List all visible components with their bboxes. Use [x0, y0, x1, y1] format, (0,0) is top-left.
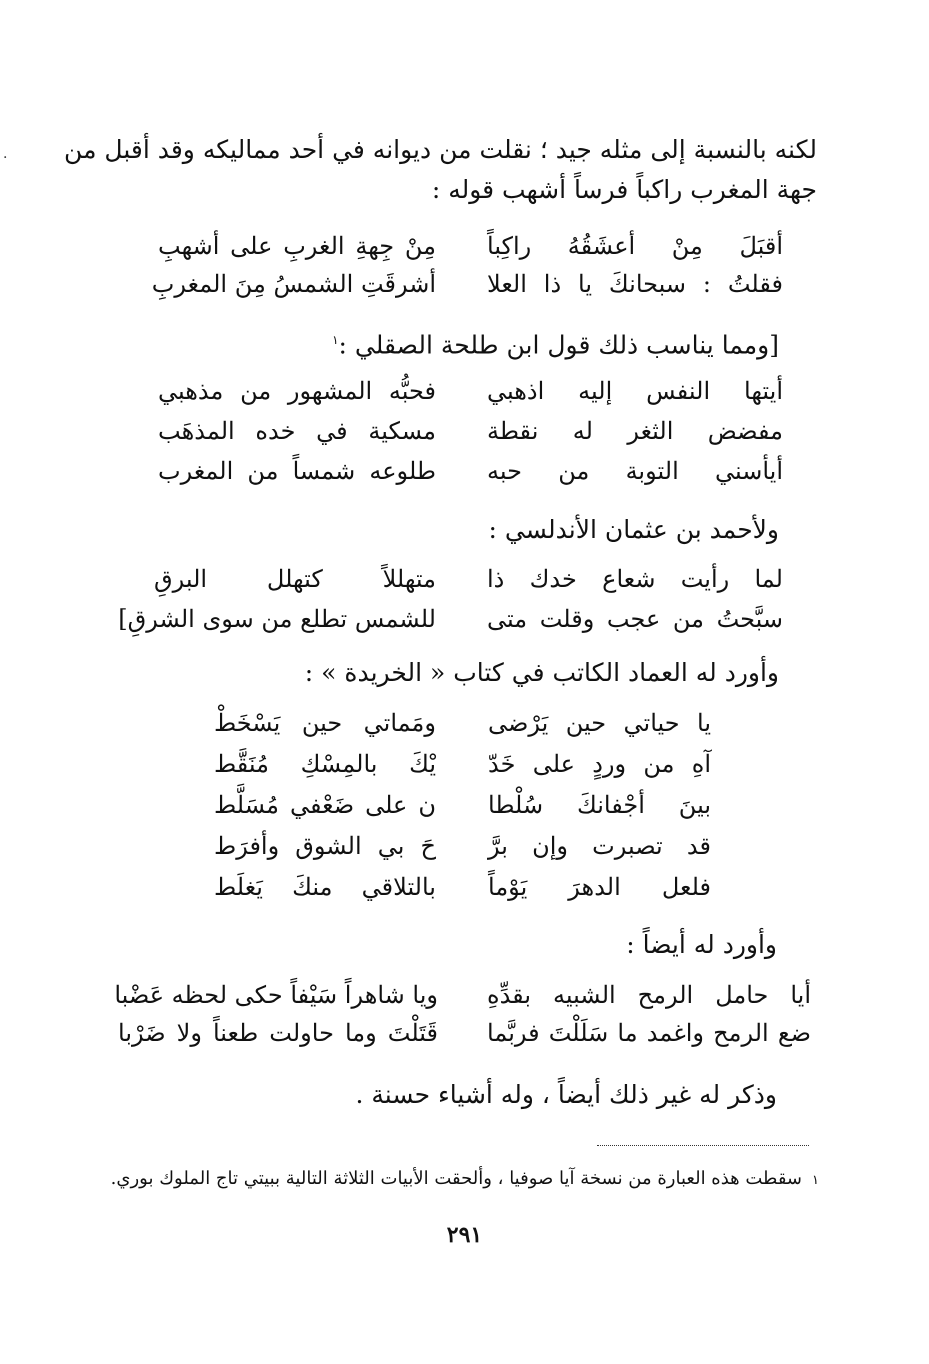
poem5-verse2-left: قَتَلْتَ وما حاولت طعناً ولا ضَرْبا	[118, 1019, 438, 1047]
poem1-verse2-right: فقلتُ : سبحانكَ يا ذا العلا	[487, 270, 783, 298]
poem1-verse1-left: مِنْ جِهةِ الغربِ على أشهبِ	[158, 232, 436, 260]
footnote-divider	[597, 1145, 809, 1146]
poem4-verse4-right: قد تصبرت وإن برَّ	[488, 832, 711, 860]
intro-ibn-talha	[332, 323, 779, 362]
poem4-verse3-right: بينَ أجْفانكَ سُلْطا	[488, 791, 711, 819]
poem2-verse3-right: أيأسني التوبة من حبه	[487, 457, 783, 485]
footnote	[111, 1166, 819, 1194]
prose-line-2: جهة المغرب راكباً فرساً أشهب قوله :	[431, 175, 817, 204]
poem1-verse2-left: أشرقَتِ الشمسُ مِنَ المغربِ	[151, 270, 436, 298]
poem4-verse1-right: يا حياتي حين يَرْضى	[488, 709, 711, 737]
poem4-verse1-left: ومَماتي حين يَسْخَطْ	[214, 709, 436, 737]
footnote-ref: ١	[332, 333, 339, 347]
poem4-verse2-right: آهِ من وردٍ على خَدّ	[488, 750, 711, 778]
poem4-verse5-left: بالتلاقي منكَ يَغلَط	[214, 873, 436, 901]
intro-also: وأورد له أيضاً :	[626, 930, 777, 959]
prose-line-1: لكنه بالنسبة إلى مثله جيد ؛ نقلت من ديوانه في أحد مماليكه وقد أقبل من	[64, 135, 817, 164]
poem5-verse1-left: ويا شاهراً سَيْفاً حكى لحظه عَضْبا	[114, 981, 438, 1009]
poem3-verse2-left: للشمس تطلع من سوى الشرقِ]	[118, 605, 436, 633]
poem2-verse2-left: مسكية في خده المذهَب	[158, 417, 436, 445]
poem3-verse1-left: متهللاً كتهلل البرقِ	[154, 565, 436, 593]
poem4-verse2-left: يْكَ بالمِسْكِ مُنَقَّط	[214, 750, 436, 778]
intro-ahmad-andalusi: ولأحمد بن عثمان الأندلسي :	[488, 515, 779, 544]
poem5-verse1-right: أيا حامل الرمح الشبيه بقدِّهِ	[487, 981, 811, 1009]
poem2-verse2-right: مفضض الثغر له نقطة	[487, 417, 783, 445]
closing-line: وذكر له غير ذلك أيضاً ، وله أشياء حسنة .	[355, 1080, 777, 1109]
poem1-verse1-right: أقبَلَ مِنْ أعشَقُهُ راكِباً	[487, 232, 783, 260]
poem4-verse5-right: فلعل الدهرَ يَوْماً	[488, 873, 711, 901]
poem2-verse1-left: فحبُّه المشهور من مذهبي	[158, 377, 436, 405]
intro-imad-kharida: وأورد له العماد الكاتب في كتاب « الخريدة » :	[304, 658, 779, 687]
footnote-text: سقطت هذه العبارة من نسخة آيا صوفيا ، وألحقت الأبيات الثلاثة التالية ببيتي تاج الملوك بوري.	[110, 1168, 803, 1189]
poem4-verse4-left: حَ بي الشوق وأفرَط	[214, 832, 436, 860]
poem4-verse3-left: ن على ضَعْفي مُسَلَّط	[214, 791, 436, 819]
page-number: ٢٩١	[446, 1222, 483, 1248]
poem3-verse2-right: سبَّحتُ من عجب وقلت متى	[487, 605, 783, 633]
poem2-verse3-left: طلوعه شمساً من المغرب	[158, 457, 436, 485]
poem3-verse1-right: لما رأيت شعاع خدك ذا	[487, 565, 783, 593]
margin-mark: ·	[3, 150, 8, 166]
poem5-verse2-right: ضع الرمح واغمد ما سَلَلْتَ فربَّما	[487, 1019, 811, 1047]
footnote-number: ١	[812, 1173, 819, 1188]
poem2-verse1-right: أيتها النفس إليه اذهبي	[487, 377, 783, 405]
intro-ibn-talha-text: [ومما يناسب ذلك قول ابن طلحة الصقلي :	[338, 330, 779, 360]
